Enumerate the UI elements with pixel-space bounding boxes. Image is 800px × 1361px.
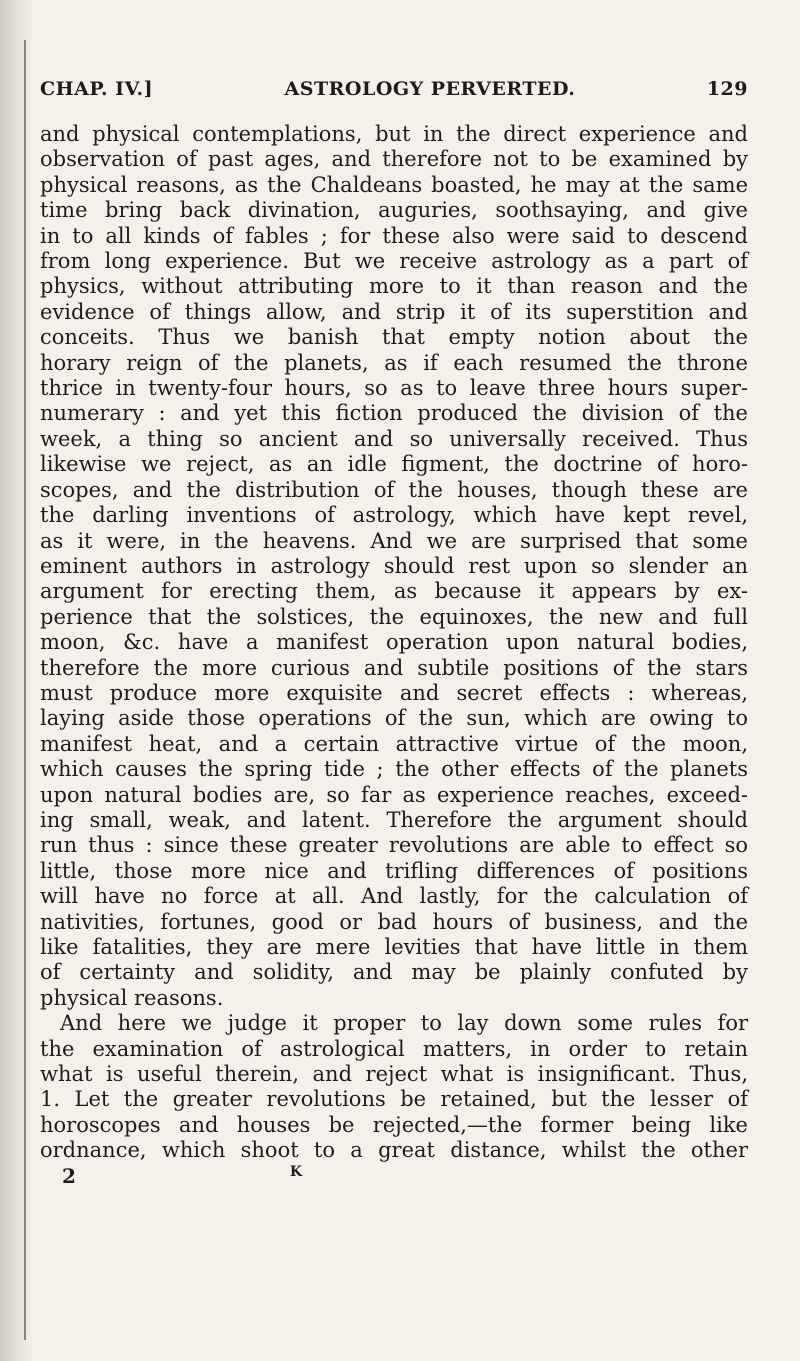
text-line: what is useful therein, and reject what is insignificant. Thus,: [40, 1062, 748, 1087]
body-text: [40, 122, 748, 1164]
text-line: physics, without attributing more to it than reason and the: [40, 274, 748, 299]
binding-edge: [24, 40, 26, 1340]
book-page: [40, 78, 748, 1188]
text-line: thrice in twenty-four hours, so as to leave three hours super-: [40, 376, 748, 401]
text-line: from long experience. But we receive astrology as a part of: [40, 249, 748, 274]
printer-signature: [40, 1164, 748, 1188]
text-line: time bring back divination, auguries, soothsaying, and give: [40, 198, 748, 223]
text-line: like fatalities, they are mere levities that have little in them: [40, 935, 748, 959]
text-line: eminent authors in astrology should rest upon so slender an: [40, 553, 748, 578]
text-line: numerary : and yet this fiction produced the division of the: [40, 401, 748, 426]
text-line: horary reign of the planets, as if each resumed the throne: [40, 350, 748, 375]
text-line: which causes the spring tide ; the other effects of the planets: [40, 757, 748, 782]
text-line: laying aside those operations of the sun, which are owing to: [40, 706, 748, 731]
text-line: perience that the solstices, the equinoxes, the new and full: [40, 604, 748, 629]
text-line: conceits. Thus we banish that empty notion about the: [40, 325, 748, 350]
running-header: [40, 78, 748, 100]
text-line: week, a thing so ancient and so universally received. Thus: [40, 426, 748, 451]
text-line: 1. Let the greater revolutions be retained, but the lesser of: [40, 1087, 748, 1112]
text-line: observation of past ages, and therefore not to be examined by: [40, 147, 748, 172]
text-line: horoscopes and houses be rejected,—the former being like: [40, 1112, 748, 1137]
text-line: scopes, and the distribution of the houses, though these are: [40, 477, 748, 502]
text-line: and physical contemplations, but in the direct experience and: [40, 122, 748, 146]
text-line: of certainty and solidity, and may be plainly confuted by: [40, 960, 748, 985]
text-line: the darling inventions of astrology, which have kept revel,: [40, 503, 748, 528]
binding-gutter: [0, 0, 34, 1361]
text-line: moon, &c. have a manifest operation upon natural bodies,: [40, 630, 748, 655]
running-title: ASTROLOGY PERVERTED.: [284, 78, 576, 100]
text-line: evidence of things allow, and strip it of its superstition and: [40, 299, 748, 324]
text-line: likewise we reject, as an idle figment, the doctrine of horo-: [40, 452, 748, 477]
text-line: therefore the more curious and subtile positions of the stars: [40, 655, 748, 680]
text-line: And here we judge it proper to lay down some rules for: [60, 1011, 748, 1036]
text-line: as it were, in the heavens. And we are surprised that some: [40, 528, 748, 553]
page-number: 129: [706, 78, 748, 100]
text-line: must produce more exquisite and secret effects : whereas,: [40, 680, 748, 705]
text-line: in to all kinds of fables ; for these also were said to descend: [40, 223, 748, 248]
text-line: upon natural bodies are, so far as experience reaches, exceed-: [40, 782, 748, 807]
text-line: run thus : since these greater revolutions are able to effect so: [40, 833, 748, 858]
signature-mark: K: [289, 1163, 303, 1180]
text-line: nativities, fortunes, good or bad hours of business, and the: [40, 909, 748, 934]
text-line: manifest heat, and a certain attractive virtue of the moon,: [40, 731, 748, 756]
text-line: the examination of astrological matters, in order to retain: [40, 1036, 748, 1061]
text-line: ing small, weak, and latent. Therefore the argument should: [40, 807, 748, 832]
chapter-label: CHAP. IV.]: [40, 78, 154, 100]
signature-number: 2: [62, 1163, 76, 1188]
text-line: physical reasons.: [40, 985, 224, 1010]
text-line: argument for erecting them, as because it appears by ex-: [40, 579, 748, 604]
text-line: physical reasons, as the Chaldeans boasted, he may at the same: [40, 172, 748, 197]
text-line: will have no force at all. And lastly, for the calculation of: [40, 884, 748, 909]
text-line: little, those more nice and trifling differences of positions: [40, 858, 748, 883]
text-line: ordnance, which shoot to a great distance, whilst the other: [40, 1138, 748, 1163]
